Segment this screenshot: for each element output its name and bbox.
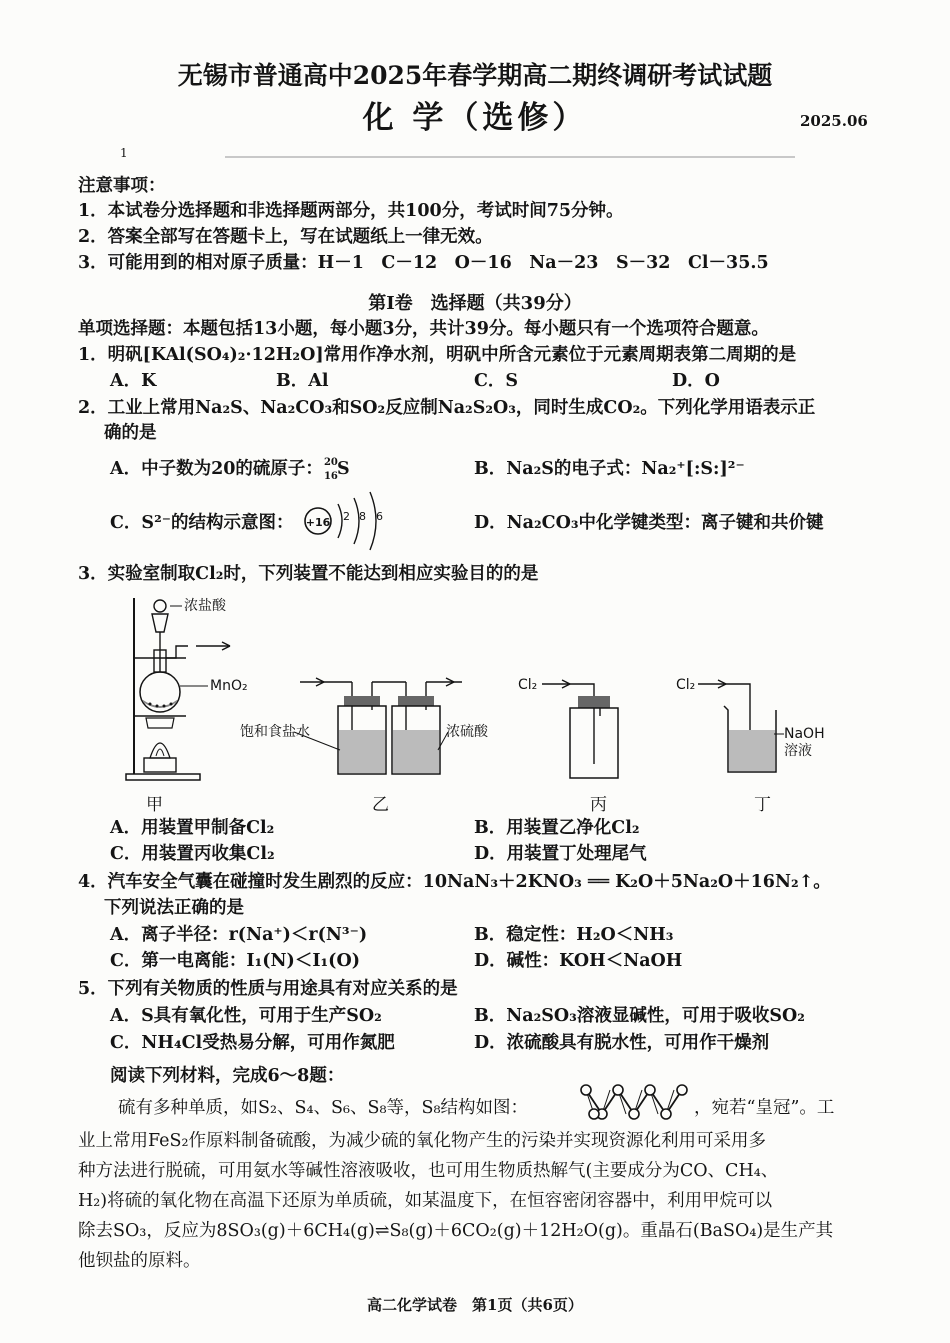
- reading-line: 除去SO₃，反应为8SO₃(g)＋6CH₄(g)⇌S₈(g)＋6CO₂(g)＋12H₂O(g)。重晶石(BaSO₄)是生产其: [78, 1221, 834, 1241]
- q4-stem-cont: 下列说法正确的是: [104, 898, 244, 918]
- label-brine: 饱和食盐水: [240, 724, 310, 740]
- label-solution: 溶液: [784, 743, 812, 759]
- caption-yi: 乙: [372, 795, 389, 815]
- q1-option-d: D．O: [672, 371, 720, 391]
- shell-electrons: 2: [343, 510, 350, 523]
- label-naoh: NaOH: [784, 726, 825, 742]
- q3-option-d: D．用装置丁处理尾气: [474, 844, 647, 864]
- note-item: 1．本试卷分选择题和非选择题两部分，共100分，考试时间75分钟。: [78, 201, 624, 221]
- q2-option-c: C．S²⁻的结构示意图：: [110, 513, 294, 533]
- q2-stem: 2．工业上常用Na₂S、Na₂CO₃和SO₂反应制Na₂S₂O₃，同时生成CO₂。下列化学用语表示正: [78, 398, 816, 418]
- q5-stem: 5．下列有关物质的性质与用途具有对应关系的是: [78, 979, 458, 999]
- q2-option-d: D．Na₂CO₃中化学键类型：离子键和共价键: [474, 513, 824, 533]
- q4-option-b: B．稳定性：H₂O＜NH₃: [474, 925, 674, 945]
- reading-line: 硫有多种单质，如S₂、S₄、S₆、S₈等，S₈结构如图：: [118, 1098, 529, 1118]
- reading-line: ，宛若“皇冠”。工: [694, 1098, 835, 1118]
- exam-title: 无锡市普通高中2025年春学期高二期终调研考试试题: [177, 61, 773, 90]
- q4-stem: 4．汽车安全气囊在碰撞时发生剧烈的反应：10NaN₃＋2KNO₃ ══ K₂O＋5Na₂O＋16N₂↑。: [78, 872, 831, 892]
- reading-line: 种方法进行脱硫，可用氨水等碱性溶液吸收，也可用生物质热解气(主要成分为CO、CH₄、: [78, 1161, 779, 1181]
- shell-arc: [338, 504, 342, 538]
- q2-option-a-text: A．中子数为20的硫原子：: [110, 459, 323, 479]
- q2-option-b: B．Na₂S的电子式：Na₂⁺[:S:]²⁻: [474, 459, 745, 479]
- q1-option-c: C．S: [474, 371, 519, 391]
- q5-option-c: C．NH₄Cl受热易分解，可用作氮肥: [110, 1033, 395, 1053]
- s2-structure-diagram: [302, 488, 392, 552]
- q3-option-a: A．用装置甲制备Cl₂: [110, 818, 275, 838]
- notes-heading: 注意事项：: [78, 176, 166, 196]
- reading-intro: 阅读下列材料，完成6～8题：: [110, 1066, 345, 1086]
- caption-jia: 甲: [146, 795, 163, 815]
- nucleus-charge: +16: [305, 516, 331, 529]
- nuclide-notation: [323, 458, 337, 480]
- note-item: 3．可能用到的相对原子质量：H－1 C－12 O－16 Na－23 S－32 Cl－35.5: [78, 253, 769, 273]
- s8-crown-structure: [578, 1080, 688, 1124]
- page-footer: 高二化学试卷 第1页（共6页）: [367, 1296, 583, 1314]
- label-mno2: MnO₂: [210, 678, 248, 694]
- q1-option-a: A．K: [110, 371, 157, 391]
- label-cl2-ding: Cl₂: [676, 677, 696, 693]
- q2-option-a: [110, 458, 350, 480]
- exam-subtitle: 化 学（选修）: [362, 100, 588, 136]
- reading-line: H₂)将硫的氧化物在高温下还原为单质硫，如某温度下，在恒容密闭容器中，利用甲烷可以: [78, 1191, 773, 1211]
- note-item: 2．答案全部写在答题卡上，写在试题纸上一律无效。: [78, 227, 493, 247]
- reading-line: 业上常用FeS₂作原料制备硫酸，为减少硫的氧化物产生的污染并实现资源化利用可采用多: [78, 1131, 767, 1151]
- caption-ding: 丁: [754, 795, 771, 815]
- q4-option-c: C．第一电离能：I₁(N)＜I₁(O): [110, 951, 360, 971]
- q2-stem-cont: 确的是: [104, 423, 157, 443]
- q4-option-d: D．碱性：KOH＜NaOH: [474, 951, 683, 971]
- shell-electrons: 8: [359, 510, 366, 523]
- exam-date: 2025.06: [800, 112, 868, 130]
- q5-option-a: A．S具有氧化性，可用于生产SO₂: [110, 1006, 382, 1026]
- scan-smudge: [225, 156, 795, 158]
- label-h2so4: 浓硫酸: [446, 724, 488, 740]
- element-symbol: S: [336, 459, 350, 479]
- q3-stem: 3．实验室制取Cl₂时，下列装置不能达到相应实验目的的是: [78, 564, 539, 584]
- q3-option-c: C．用装置丙收集Cl₂: [110, 844, 275, 864]
- caption-bing: 丙: [590, 795, 607, 815]
- shell-electrons: 6: [376, 510, 383, 523]
- apparatus-bing: [514, 668, 634, 788]
- label-cl2-bing: Cl₂: [518, 677, 538, 693]
- label-hcl: 浓盐酸: [184, 598, 226, 614]
- q5-option-d: D．浓硫酸具有脱水性，可用作干燥剂: [474, 1033, 770, 1053]
- apparatus-yi: [236, 660, 506, 780]
- q3-option-b: B．用装置乙净化Cl₂: [474, 818, 640, 838]
- mass-number: 20: [323, 457, 338, 468]
- section-title: 第Ⅰ卷 选择题（共39分）: [368, 293, 582, 314]
- stray-mark: 1: [120, 146, 128, 160]
- q5-option-b: B．Na₂SO₃溶液显碱性，可用于吸收SO₂: [474, 1006, 805, 1026]
- section-instruction: 单项选择题：本题包括13小题，每小题3分，共计39分。每小题只有一个选项符合题意。: [78, 319, 769, 339]
- apparatus-ding: [672, 668, 842, 788]
- atomic-number: 16: [323, 471, 338, 482]
- q1-option-b: B．Al: [276, 371, 329, 391]
- reading-line: 他钡盐的原料。: [78, 1251, 201, 1271]
- q4-option-a: A．离子半径：r(Na⁺)＜r(N³⁻): [110, 925, 368, 945]
- q1-stem: 1．明矾[KAl(SO₄)₂·12H₂O]常用作净水剂，明矾中所含元素位于元素周期表第二周期的是: [78, 345, 797, 365]
